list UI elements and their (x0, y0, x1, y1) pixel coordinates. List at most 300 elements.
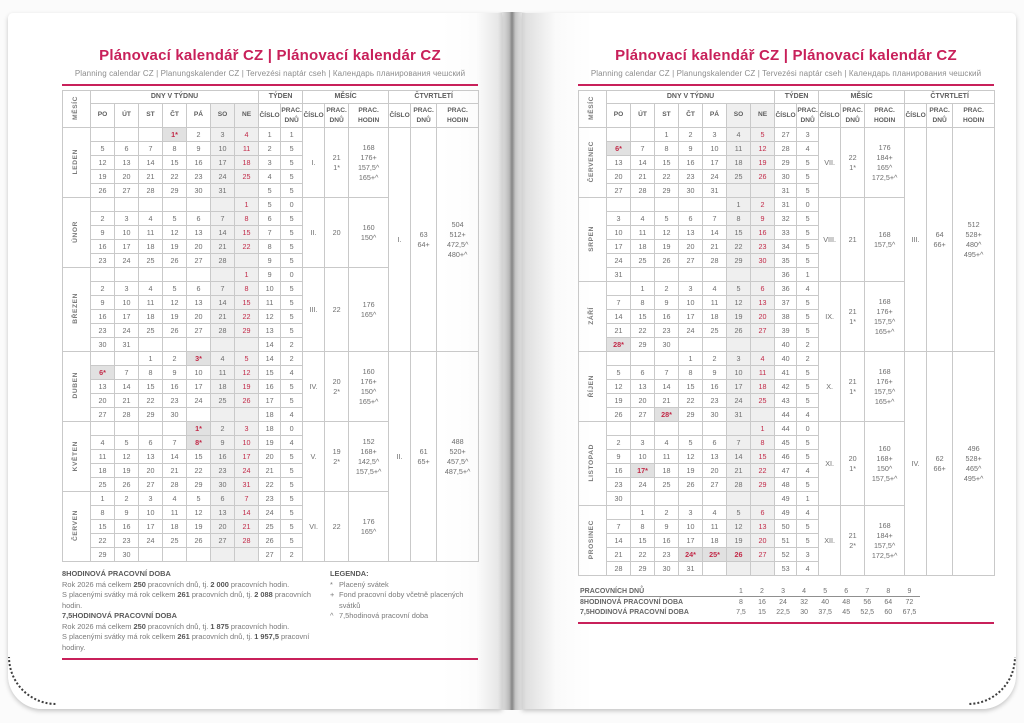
calendar-table-july-december (578, 90, 995, 576)
day-cell (631, 352, 655, 366)
day-cell: 7 (655, 366, 679, 380)
summary-line: ČÍSLO (303, 111, 324, 119)
month-name (579, 282, 607, 352)
day-cell: 13 (703, 450, 727, 464)
month-number-cell: IV. (303, 352, 325, 422)
day-cell: 10 (703, 142, 727, 156)
week-workdays-cell: 0 (797, 198, 819, 212)
day-cell (235, 408, 259, 422)
day-cell (139, 268, 163, 282)
week-workdays-cell: 4 (797, 142, 819, 156)
day-cell (679, 268, 703, 282)
hours-value: 1 (730, 586, 751, 597)
month-name (63, 492, 91, 562)
hours-row (580, 586, 920, 597)
quarter-workhours-cell (437, 128, 479, 352)
day-cell: 29 (139, 408, 163, 422)
day-cell: 19 (115, 464, 139, 478)
day-cell: 20 (607, 170, 631, 184)
day-cell: 25 (727, 170, 751, 184)
summary-line: 157,5^ (873, 540, 896, 550)
day-cell: 4 (139, 282, 163, 296)
day-cell (751, 492, 775, 506)
day-cell: 16 (703, 380, 727, 394)
day-cell: 29 (631, 562, 655, 576)
day-cell: 24 (631, 478, 655, 492)
day-cell: 21 (655, 394, 679, 408)
month-workdays-cell (841, 128, 865, 198)
month-workdays-cell (325, 352, 349, 422)
day-header-po: PO (91, 104, 115, 128)
week-workdays-cell: 2 (797, 338, 819, 352)
hours-value: 67,5 (902, 608, 917, 616)
day-cell: 24 (727, 394, 751, 408)
day-cell (703, 268, 727, 282)
day-cell (211, 338, 235, 352)
day-cell: 2 (607, 436, 631, 450)
month-number-cell: III. (303, 268, 325, 352)
quarter-workdays-cell (411, 352, 437, 562)
week-workdays-cell: 5 (281, 170, 303, 184)
day-cell: 4 (211, 352, 235, 366)
summary-line: 176 (878, 142, 891, 152)
month-name (579, 352, 607, 422)
day-cell: 20 (187, 240, 211, 254)
day-cell: 20 (751, 310, 775, 324)
worktime-line: Rok 2026 má celkem 250 pracovních dnů, tj. 1 875 pracovních hodin. (62, 621, 290, 631)
legend-title: LEGENDA: (330, 569, 369, 578)
summary-line: 168 (362, 142, 375, 152)
hours-value: 3 (773, 586, 794, 597)
summary-line: 168 (878, 520, 891, 530)
day-cell: 9 (115, 506, 139, 520)
week-workdays-cell: 5 (281, 240, 303, 254)
month-column-header (63, 91, 91, 128)
week-workdays-cell: 0 (281, 422, 303, 436)
day-cell: 1* (163, 128, 187, 142)
week-workdays-cell: 5 (281, 254, 303, 268)
quarter-number-cell: III. (905, 128, 927, 352)
day-cell (607, 282, 631, 296)
day-cell: 22 (679, 394, 703, 408)
month-workhours-cell (865, 506, 905, 576)
day-cell: 3 (607, 212, 631, 226)
day-cell: 12 (751, 142, 775, 156)
hours-row (580, 607, 920, 617)
summary-line: 504 (451, 219, 464, 229)
header-rule (578, 84, 994, 86)
day-cell: 3 (727, 352, 751, 366)
summary-line: 150^ (360, 386, 377, 396)
day-cell: 17 (679, 534, 703, 548)
day-cell: 23 (679, 170, 703, 184)
day-cell: 3 (139, 492, 163, 506)
summary-line: 63 (419, 229, 428, 239)
workdays-hours-table (580, 586, 920, 617)
day-cell (679, 338, 703, 352)
week-number-cell: 35 (775, 254, 797, 268)
quarter-number-cell: I. (389, 128, 411, 352)
day-cell (727, 562, 751, 576)
day-cell: 25 (751, 394, 775, 408)
week-number-cell: 47 (775, 464, 797, 478)
day-cell: 28 (115, 408, 139, 422)
day-cell: 30 (187, 184, 211, 198)
week-number-cell: 26 (259, 534, 281, 548)
week-workdays-cell: 5 (281, 380, 303, 394)
day-cell (751, 562, 775, 576)
week-workdays-cell: 5 (281, 492, 303, 506)
day-cell: 10 (727, 366, 751, 380)
day-cell: 21 (607, 548, 631, 562)
day-cell (703, 492, 727, 506)
summary-line: 65+ (417, 456, 430, 466)
week-number-cell: 20 (259, 450, 281, 464)
summary-line: 62 (935, 453, 944, 463)
hours-value: 24 (779, 598, 787, 606)
day-cell (235, 184, 259, 198)
day-cell: 23 (655, 548, 679, 562)
month-workdays-cell (325, 422, 349, 492)
day-cell: 8* (187, 436, 211, 450)
day-cell: 6* (607, 142, 631, 156)
week-number-cell: 37 (775, 296, 797, 310)
day-cell: 17 (679, 310, 703, 324)
day-cell: 30 (607, 492, 631, 506)
hours-value: 52,5 (860, 608, 875, 616)
day-cell: 27 (211, 534, 235, 548)
day-cell (91, 198, 115, 212)
month-workdays-cell (841, 352, 865, 422)
day-cell: 4 (703, 282, 727, 296)
month-workdays-cell (325, 128, 349, 198)
day-cell (115, 268, 139, 282)
day-cell: 21 (163, 464, 187, 478)
day-cell: 16 (115, 520, 139, 534)
summary-line: 21 (848, 530, 857, 540)
week-row (579, 128, 995, 142)
month-name (63, 198, 91, 268)
day-header-pá: PÁ (187, 104, 211, 128)
summary-line: 1* (333, 162, 340, 172)
summary-line: 2* (333, 456, 340, 466)
week-number-cell: 9 (259, 268, 281, 282)
month-column-label: MĚSÍC (588, 95, 596, 120)
day-cell: 25 (631, 254, 655, 268)
day-cell: 23 (163, 394, 187, 408)
summary-line: 176+ (876, 376, 893, 386)
summary-line: 168 (878, 366, 891, 376)
day-cell: 11 (211, 366, 235, 380)
week-number-cell: 52 (775, 548, 797, 562)
worktime-line: Rok 2026 má celkem 250 pracovních dnů, tj. 2 000 pracovních hodin. (62, 579, 290, 589)
week-workdays-cell: 4 (797, 282, 819, 296)
day-header-út: ÚT (631, 104, 655, 128)
month-workhours-cell (865, 282, 905, 352)
week-number-cell: 16 (259, 380, 281, 394)
day-cell: 3 (631, 436, 655, 450)
day-cell: 19 (163, 240, 187, 254)
month-number-cell: I. (303, 128, 325, 198)
day-cell: 11 (727, 142, 751, 156)
month-number-cell: VII. (819, 128, 841, 198)
day-cell: 9 (91, 296, 115, 310)
day-cell (655, 198, 679, 212)
day-cell: 11 (139, 226, 163, 240)
summary-line: PRAC. (281, 106, 302, 114)
week-workdays-cell: 5 (797, 478, 819, 492)
day-cell: 2 (679, 128, 703, 142)
day-cell: 22 (631, 324, 655, 338)
summary-line: 520+ (449, 446, 466, 456)
day-cell: 27 (631, 408, 655, 422)
week-workdays-cell: 5 (797, 394, 819, 408)
day-cell: 1 (235, 268, 259, 282)
day-cell: 5 (679, 436, 703, 450)
summary-line: DNŮ (416, 116, 431, 124)
week-workdays-cell: 2 (281, 352, 303, 366)
hours-row (580, 597, 920, 608)
footer-rule (62, 658, 478, 660)
day-cell: 24 (679, 324, 703, 338)
day-cell: 7 (211, 282, 235, 296)
day-cell: 1 (235, 198, 259, 212)
day-cell: 14 (139, 156, 163, 170)
month-workhours-cell (865, 422, 905, 506)
day-cell: 10 (211, 142, 235, 156)
summary-line: 165^ (360, 526, 377, 536)
week-number-cell: 3 (259, 156, 281, 170)
day-cell: 15 (751, 450, 775, 464)
hours-value: 8 (878, 586, 899, 597)
day-cell: 30 (115, 548, 139, 562)
week-workdays-cell: 5 (281, 310, 303, 324)
month-workhours-cell (349, 268, 389, 352)
legend-text: 7,5hodinová pracovní doba (339, 611, 429, 620)
day-cell: 8 (235, 282, 259, 296)
day-cell: 17 (115, 240, 139, 254)
summary-line: 157,5^ (873, 239, 896, 249)
summary-line: 1* (849, 316, 856, 326)
day-cell: 30 (679, 184, 703, 198)
day-cell (607, 198, 631, 212)
day-cell (139, 198, 163, 212)
day-cell: 12 (187, 506, 211, 520)
month-workhours-header (349, 104, 389, 128)
day-cell: 14 (163, 450, 187, 464)
day-cell: 23 (211, 464, 235, 478)
day-cell: 9 (751, 212, 775, 226)
day-cell: 17 (607, 240, 631, 254)
day-cell: 5 (163, 212, 187, 226)
week-number-header (775, 104, 797, 128)
day-cell: 7 (115, 366, 139, 380)
summary-line: 22 (332, 304, 341, 314)
day-cell: 16 (91, 240, 115, 254)
month-name (63, 128, 91, 198)
week-number-cell: 1 (259, 128, 281, 142)
month-name-label: ZÁŘÍ (588, 306, 596, 325)
day-cell: 22 (187, 464, 211, 478)
day-cell: 23 (655, 324, 679, 338)
day-cell: 12 (727, 520, 751, 534)
quarter-workdays-cell (927, 128, 953, 352)
summary-line: 495+^ (963, 249, 984, 259)
day-header-st: ST (655, 104, 679, 128)
day-cell: 22 (235, 240, 259, 254)
week-workdays-cell: 4 (281, 408, 303, 422)
day-cell: 24 (607, 254, 631, 268)
week-number-cell: 8 (259, 240, 281, 254)
week-number-cell: 50 (775, 520, 797, 534)
day-cell: 13 (211, 506, 235, 520)
day-cell: 14 (115, 380, 139, 394)
summary-line: 172,5+^ (871, 172, 898, 182)
week-number-cell: 40 (775, 352, 797, 366)
week-workdays-cell: 3 (797, 548, 819, 562)
day-cell (703, 562, 727, 576)
day-cell: 23 (115, 534, 139, 548)
calendar-table-january-june (62, 90, 479, 562)
worktime-footnotes (62, 569, 478, 653)
day-cell (679, 422, 703, 436)
month-section-header: MĚSÍC (303, 91, 389, 104)
day-cell: 14 (607, 534, 631, 548)
day-header-po: PO (607, 104, 631, 128)
month-name (579, 422, 607, 506)
week-workdays-cell: 5 (281, 324, 303, 338)
day-cell: 27 (187, 254, 211, 268)
day-cell: 13 (91, 380, 115, 394)
week-number-cell: 36 (775, 282, 797, 296)
day-cell: 6 (703, 436, 727, 450)
day-cell: 11 (139, 296, 163, 310)
day-cell: 31 (211, 184, 235, 198)
day-cell: 20 (679, 240, 703, 254)
day-cell: 30 (163, 408, 187, 422)
day-cell (607, 506, 631, 520)
summary-line: 176+ (360, 152, 377, 162)
day-cell (631, 422, 655, 436)
week-workdays-header (281, 104, 303, 128)
week-workdays-cell: 5 (281, 394, 303, 408)
day-cell (235, 338, 259, 352)
page-left (8, 13, 502, 709)
day-cell: 29 (727, 254, 751, 268)
day-cell: 26 (655, 254, 679, 268)
month-workhours-header (865, 104, 905, 128)
summary-line: 184+ (876, 530, 893, 540)
day-cell: 28 (163, 478, 187, 492)
week-workdays-cell: 4 (797, 464, 819, 478)
day-cell: 16 (679, 156, 703, 170)
day-cell: 27 (187, 324, 211, 338)
week-number-cell: 18 (259, 408, 281, 422)
summary-line: 160 (878, 443, 891, 453)
day-cell: 7 (235, 492, 259, 506)
hours-value: 32 (800, 598, 808, 606)
day-cell: 1 (631, 506, 655, 520)
month-workdays-cell (841, 506, 865, 576)
week-number-cell: 6 (259, 212, 281, 226)
day-cell: 15 (235, 296, 259, 310)
day-cell: 5 (91, 142, 115, 156)
month-name-label: ČERVEN (72, 510, 80, 542)
day-cell (727, 268, 751, 282)
day-cell: 3 (679, 282, 703, 296)
week-workdays-cell: 4 (281, 366, 303, 380)
month-workdays-cell (841, 422, 865, 506)
day-cell: 18 (211, 380, 235, 394)
summary-line: 176 (362, 516, 375, 526)
footer-rule (578, 622, 994, 624)
day-cell: 6 (187, 282, 211, 296)
month-workdays-cell (841, 282, 865, 352)
day-cell (163, 548, 187, 562)
day-cell: 2 (115, 492, 139, 506)
summary-line: 22 (332, 521, 341, 531)
day-cell: 29 (91, 548, 115, 562)
week-workdays-cell: 5 (797, 156, 819, 170)
day-cell: 4 (751, 352, 775, 366)
day-cell: 7 (139, 142, 163, 156)
day-cell: 11 (751, 366, 775, 380)
summary-line: 21 (332, 152, 341, 162)
week-workdays-cell: 0 (797, 422, 819, 436)
hours-value: 72 (905, 598, 914, 606)
week-number-cell: 22 (259, 478, 281, 492)
hours-value: 37,5 (818, 608, 832, 616)
day-cell: 8 (139, 366, 163, 380)
day-cell: 14 (211, 226, 235, 240)
day-cell: 14 (655, 380, 679, 394)
day-cell: 17 (727, 380, 751, 394)
legend-symbol: + (330, 590, 335, 599)
month-column-label: MĚSÍC (72, 95, 80, 120)
day-cell (235, 254, 259, 268)
day-cell: 14 (211, 296, 235, 310)
week-workdays-cell: 5 (281, 226, 303, 240)
day-cell: 4 (703, 506, 727, 520)
day-cell: 18 (727, 156, 751, 170)
month-workhours-cell (865, 128, 905, 198)
legend-text: Placený svátek (339, 579, 389, 589)
week-number-cell: 39 (775, 324, 797, 338)
day-cell (187, 338, 211, 352)
day-cell: 2 (91, 282, 115, 296)
summary-line: PRAC. (963, 106, 984, 114)
month-workhours-cell (349, 352, 389, 422)
worktime-info (62, 569, 330, 653)
day-cell: 1* (187, 422, 211, 436)
hours-value: 48 (842, 598, 851, 606)
summary-line: 22 (848, 152, 857, 162)
month-name-label: DUBEN (72, 372, 80, 399)
day-cell: 27 (139, 478, 163, 492)
day-cell: 5 (115, 436, 139, 450)
day-cell: 22 (139, 394, 163, 408)
week-workdays-cell: 5 (797, 380, 819, 394)
month-number-cell: VIII. (819, 198, 841, 282)
day-cell: 20 (631, 394, 655, 408)
day-cell: 29 (163, 184, 187, 198)
worktime-line: S placenými svátky má rok celkem 261 pracovních dnů, tj. 2 088 pracovních hodin. (62, 590, 311, 610)
quarter-workhours-header (953, 104, 995, 128)
days-of-week-header: DNY V TÝDNU (607, 91, 775, 104)
day-cell (703, 338, 727, 352)
week-workdays-cell: 5 (797, 310, 819, 324)
day-cell: 3 (235, 422, 259, 436)
